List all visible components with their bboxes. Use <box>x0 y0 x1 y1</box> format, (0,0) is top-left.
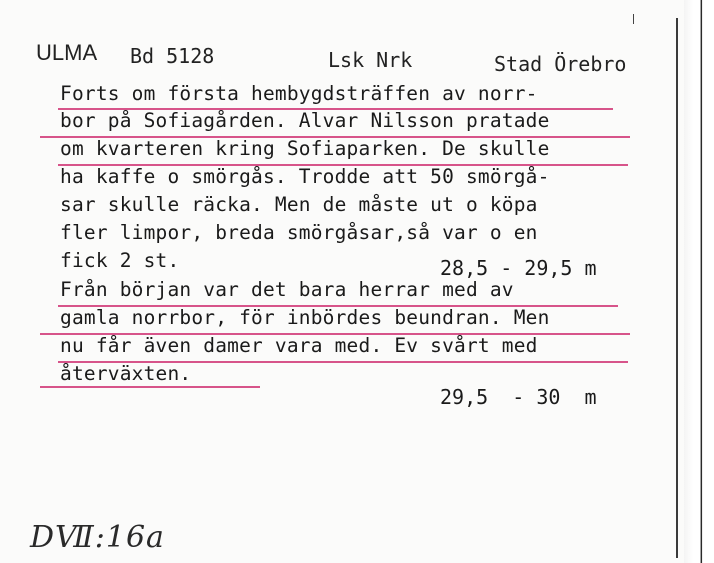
underline-mark <box>40 136 630 138</box>
volume-label: Bd 5128 <box>130 44 215 68</box>
underline-mark <box>58 305 618 307</box>
underline-mark <box>58 164 628 166</box>
text-line: bor på Sofiagården. Alvar Nilsson pratade <box>60 109 550 132</box>
collector-label: Lsk Nrk <box>328 48 413 72</box>
text-line: sar skulle räcka. Men de måste ut o köpa <box>60 193 538 216</box>
text-line: fler limpor, breda smörgåsar,så var o en <box>60 221 538 244</box>
place-label: Stad Örebro <box>494 52 627 76</box>
text-line: om kvarteren kring Sofiaparken. De skulle <box>60 137 550 160</box>
card-edge <box>684 0 714 563</box>
card-tick-mark <box>633 14 634 24</box>
underline-mark <box>58 108 613 110</box>
text-line: nu får även damer vara med. Ev svårt med <box>60 334 538 357</box>
text-line: gamla norrbor, för inbördes beundran. Men <box>60 306 550 329</box>
underline-mark <box>40 386 260 388</box>
text-line: Forts om första hembygdsträffen av norr- <box>60 82 538 105</box>
text-line: ha kaffe o smörgås. Trodde att 50 smörgå- <box>60 165 550 188</box>
range-first: 28,5 - 29,5 m <box>440 256 597 280</box>
range-second: 29,5 - 30 m <box>440 385 597 409</box>
archive-label: ULMA <box>36 40 98 65</box>
text-line: Från början var det bara herrar med av <box>60 278 514 301</box>
text-line: återväxten. <box>60 362 192 385</box>
underline-mark <box>58 361 628 363</box>
underline-mark <box>40 333 630 335</box>
card-border-line <box>676 18 678 558</box>
archive-signature: DⅦ:16a <box>30 520 165 555</box>
text-line: fick 2 st. <box>60 249 180 272</box>
